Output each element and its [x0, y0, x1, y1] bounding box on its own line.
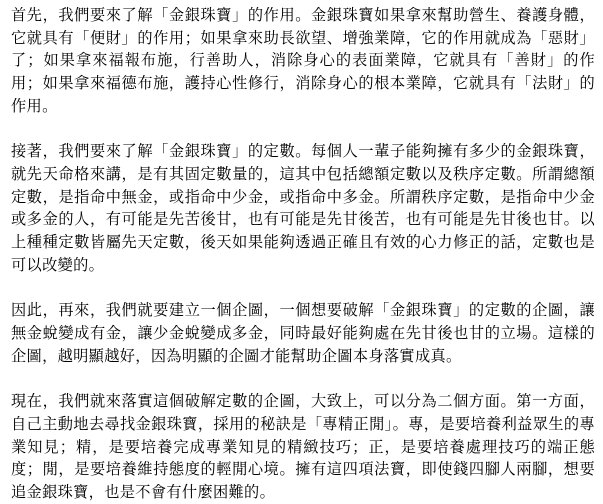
paragraph-intention: 因此，再來，我們就要建立一個企圖，一個想要破解「金銀珠寶」的定數的企圖，讓無金蛻變成有金，讓少金蛻變成多金，同時最好能夠處在先甘後也甘的立場。這樣的企圖，越明顯越好，因為明顯的企圖才能幫助企圖本身落實成真。 — [11, 301, 595, 365]
paragraph-fixed-fortune: 接著，我們要來了解「金銀珠寶」的定數。每個人一輩子能夠擁有多少的金銀珠寶，就先天命格來講，是有其固定數量的，這其中包括總額定數以及秩序定數。所謂總額定數，是指命中無金，或指命中少金，或指命中多金。所謂秩序定數，是指命中少金或多金的人，有可能是先苦後甘，也有可能是先甘後苦，也有可能是先甘後也甘。以上種種定數皆屬先天定數，後天如果能夠透過正確且有效的心力修正的話，定數也是可以改變的。 — [11, 142, 595, 274]
paragraph-method: 現在，我們就來落實這個破解定數的企圖，大致上，可以分為二個方面。第一方面，自己主動地去尋找金銀珠寶，採用的秘訣是「專精正閒」。專，是要培養利益眾生的專業知見；精，是要培養完成專業知見的精緻技巧；正，是要培養處理技巧的端正態度；閒，是要培養維持態度的輕閒心境。擁有這四項法寶，即使錢四腳人兩腳，想要追金銀珠寶，也是不會有什麼困難的。 — [11, 392, 595, 502]
paragraph-purpose-of-treasure: 首先，我們要來了解「金銀珠寶」的作用。金銀珠寶如果拿來幫助營生、養護身體，它就具有「便財」的作用；如果拿來助長欲望、增強業障，它的作用就成為「惡財」了；如果拿來福報布施，行善助人，消除身心的表面業障，它就具有「善財」的作用；如果拿來福德布施，護持心性修行，消除身心的根本業障，它就具有「法財」的作用。 — [11, 6, 595, 115]
